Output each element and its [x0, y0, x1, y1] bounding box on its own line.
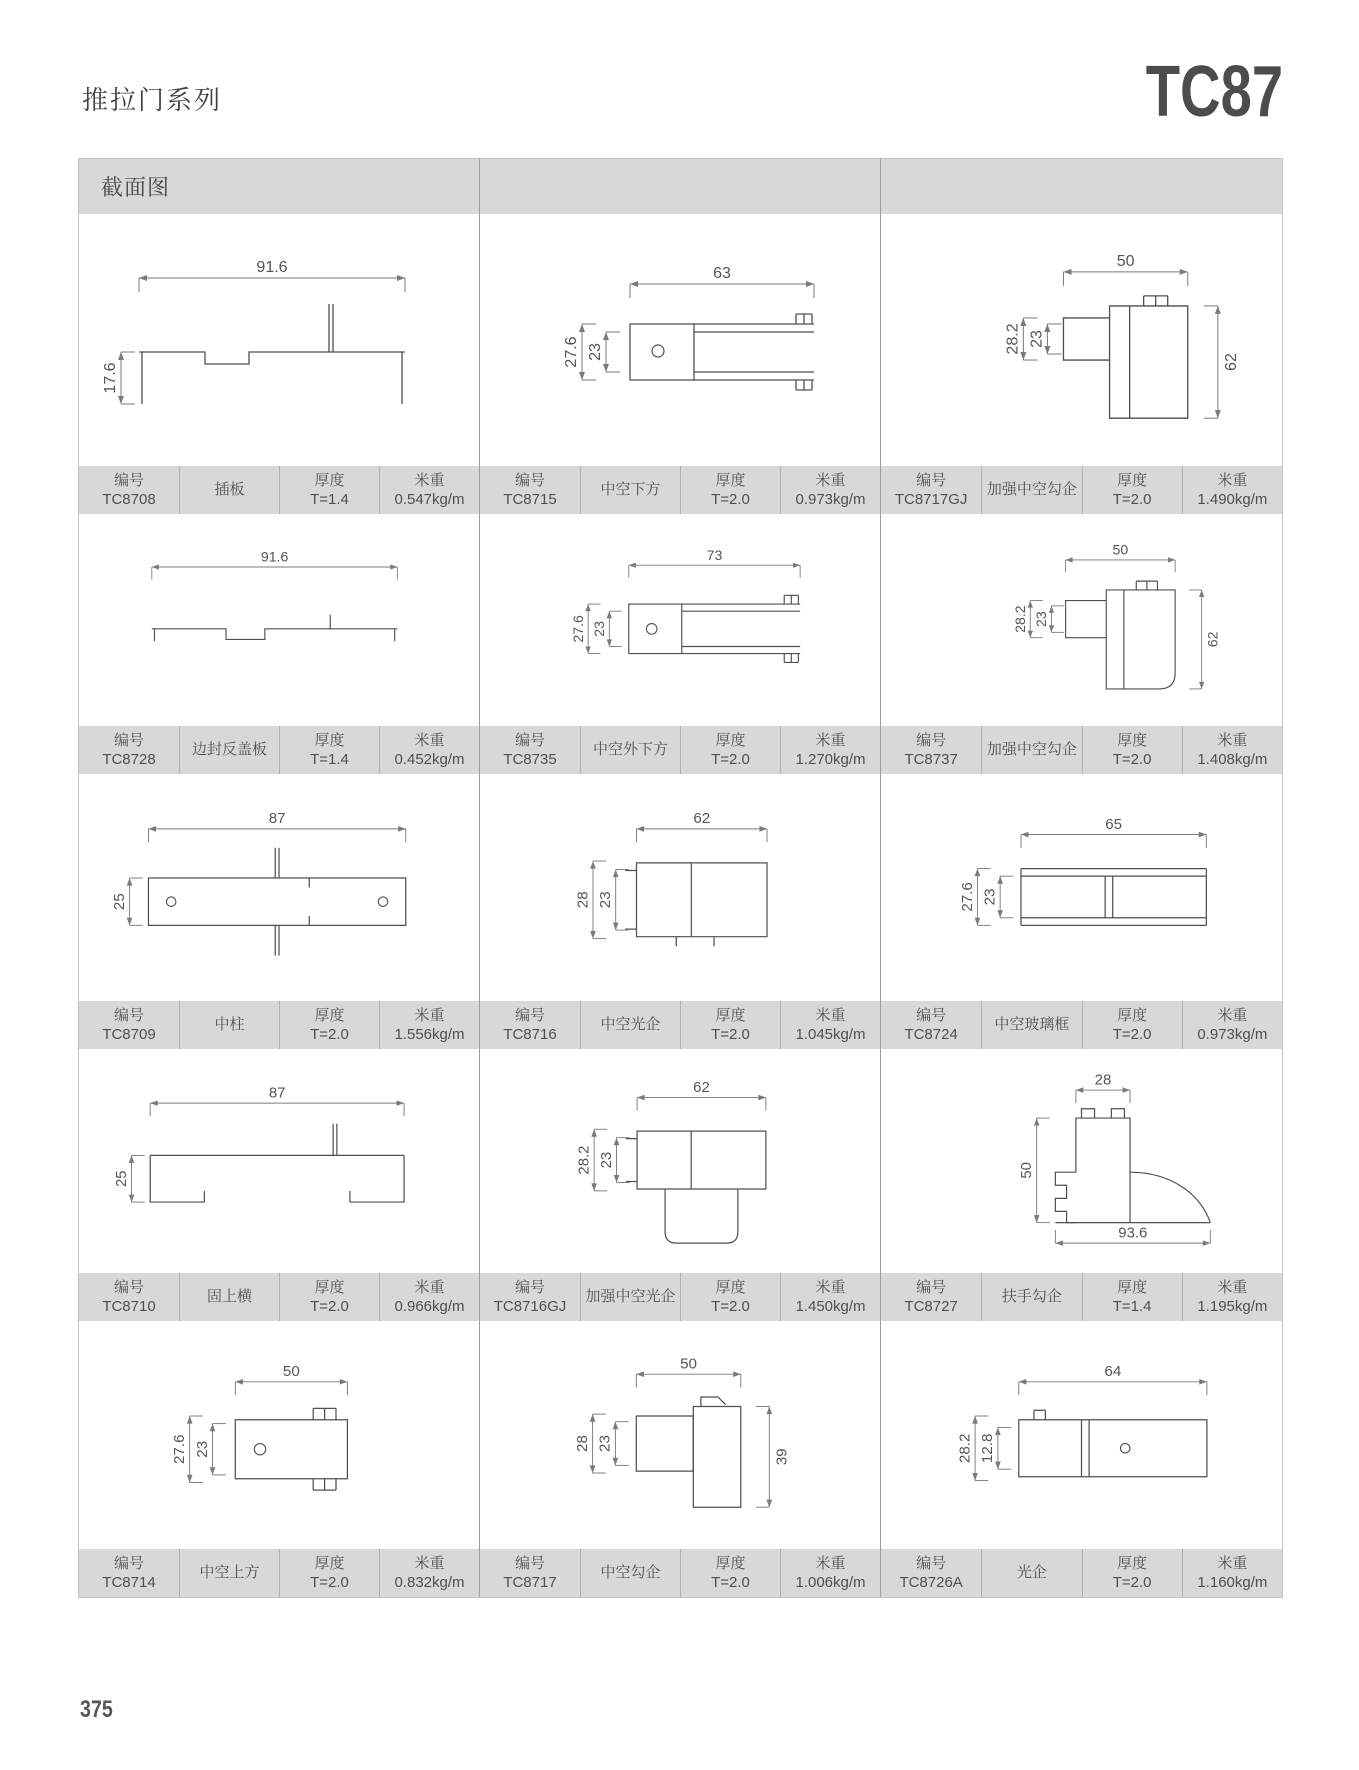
profile-name: 中空下方: [600, 481, 661, 499]
profile-drawing: [480, 1049, 880, 1273]
svg-text:28: 28: [1094, 1071, 1112, 1089]
header-band-cell-3: [881, 159, 1282, 214]
weight-label: 米重: [815, 471, 846, 489]
weight-label: 米重: [815, 731, 846, 749]
svg-text:91.6: 91.6: [256, 259, 288, 276]
svg-text:64: 64: [1104, 1363, 1122, 1381]
profile-drawing: [79, 1049, 479, 1273]
series-title: 推拉门系列: [82, 85, 223, 115]
code-label: 编号: [916, 731, 947, 749]
cross-section-svg: [79, 1049, 479, 1273]
profile-drawing: [480, 514, 880, 726]
code-cell: [79, 726, 179, 774]
svg-text:25: 25: [110, 893, 128, 911]
code-value: TC8709: [102, 1026, 156, 1043]
profile-info-strip: [480, 726, 880, 774]
thickness-value: T=2.0: [310, 1026, 349, 1043]
svg-text:25: 25: [112, 1170, 130, 1188]
profile-cell: [881, 514, 1282, 774]
thickness-cell: [680, 726, 780, 774]
name-cell: [580, 1273, 680, 1321]
code-value: TC8717: [503, 1574, 557, 1591]
thickness-label: 厚度: [715, 1006, 746, 1024]
profile-drawing: [881, 214, 1282, 466]
cross-section-svg: [79, 1321, 479, 1549]
name-cell: [580, 1001, 680, 1049]
code-label: 编号: [113, 1554, 144, 1572]
profile-cell: [79, 1321, 480, 1597]
svg-text:87: 87: [268, 1084, 286, 1102]
cross-section-svg: [480, 1049, 880, 1273]
code-label: 编号: [514, 731, 545, 749]
weight-value: 1.160kg/m: [1197, 1574, 1268, 1591]
svg-text:65: 65: [1105, 815, 1123, 833]
svg-text:62: 62: [693, 1078, 710, 1096]
profile-cell: [480, 514, 881, 774]
thickness-cell: [680, 1549, 780, 1597]
weight-label: 米重: [815, 1006, 846, 1024]
cross-section-svg: [881, 774, 1282, 1001]
svg-text:39: 39: [773, 1448, 791, 1466]
code-label: 编号: [113, 471, 144, 489]
weight-cell: [379, 1273, 479, 1321]
name-cell: [580, 1549, 680, 1597]
name-cell: [179, 466, 279, 514]
profile-cell: [881, 1321, 1282, 1597]
weight-label: 米重: [1217, 731, 1248, 749]
svg-text:27.6: 27.6: [958, 882, 976, 912]
code-cell: [79, 1549, 179, 1597]
svg-text:23: 23: [587, 343, 604, 361]
weight-value: 0.966kg/m: [394, 1298, 465, 1315]
profile-drawing: [881, 1321, 1282, 1549]
thickness-value: T=2.0: [1112, 491, 1152, 508]
profile-name: 中空光企: [600, 1016, 661, 1034]
code-cell: [881, 466, 981, 514]
weight-cell: [379, 726, 479, 774]
svg-text:73: 73: [706, 546, 723, 563]
svg-text:23: 23: [193, 1440, 211, 1458]
thickness-label: 厚度: [314, 1278, 345, 1296]
thickness-value: T=2.0: [310, 1298, 349, 1315]
profile-name: 扶手勾企: [1001, 1288, 1062, 1306]
cross-section-svg: [480, 774, 880, 1001]
page-number: 375: [80, 1696, 113, 1723]
profile-drawing: [79, 1321, 479, 1549]
weight-value: 1.408kg/m: [1197, 751, 1268, 768]
svg-text:62: 62: [1204, 631, 1221, 648]
cross-section-svg: [480, 1321, 880, 1549]
svg-text:12.8: 12.8: [979, 1433, 997, 1464]
thickness-value: T=1.4: [1112, 1298, 1152, 1315]
profile-cell: [79, 514, 480, 774]
code-label: 编号: [514, 471, 545, 489]
profile-info-strip: [79, 1001, 479, 1049]
profile-cell: [881, 214, 1282, 514]
weight-cell: [1182, 1549, 1282, 1597]
thickness-cell: [1082, 1273, 1182, 1321]
thickness-value: T=1.4: [310, 491, 349, 508]
header-band-cell-1: [79, 159, 480, 214]
thickness-cell: [1082, 1001, 1182, 1049]
profile-info-strip: [480, 466, 880, 514]
code-value: TC8724: [904, 1026, 958, 1043]
code-value: TC8714: [102, 1574, 156, 1591]
profile-name: 固上横: [206, 1288, 252, 1306]
cross-section-svg: [480, 514, 880, 726]
profile-drawing: [881, 774, 1282, 1001]
weight-cell: [1182, 726, 1282, 774]
code-cell: [881, 1549, 981, 1597]
code-label: 编号: [113, 1006, 144, 1024]
profile-drawing: [79, 514, 479, 726]
code-cell: [480, 1001, 580, 1049]
code-cell: [881, 1273, 981, 1321]
profile-cell: [881, 1049, 1282, 1321]
svg-text:28: 28: [573, 1435, 591, 1453]
weight-cell: [379, 1001, 479, 1049]
cross-section-svg: [480, 214, 880, 466]
svg-text:23: 23: [1033, 611, 1050, 627]
code-cell: [79, 1001, 179, 1049]
weight-cell: [1182, 1273, 1282, 1321]
code-cell: [480, 726, 580, 774]
weight-value: 0.973kg/m: [1197, 1026, 1268, 1043]
code-cell: [480, 1549, 580, 1597]
thickness-value: T=2.0: [1112, 751, 1152, 768]
name-cell: [981, 1001, 1081, 1049]
cross-section-svg: [79, 514, 479, 726]
name-cell: [981, 1273, 1081, 1321]
cross-section-svg: [79, 774, 479, 1001]
weight-label: 米重: [1217, 471, 1248, 489]
weight-value: 1.006kg/m: [795, 1574, 866, 1591]
profile-name: 插板: [214, 481, 245, 499]
profile-name: 加强中空勾企: [986, 741, 1077, 759]
name-cell: [981, 466, 1081, 514]
thickness-label: 厚度: [1117, 471, 1148, 489]
profile-name: 中柱: [214, 1016, 245, 1034]
profile-drawing: [480, 214, 880, 466]
svg-text:27.6: 27.6: [563, 336, 580, 368]
thickness-label: 厚度: [314, 1554, 345, 1572]
profile-drawing: [881, 514, 1282, 726]
code-cell: [881, 1001, 981, 1049]
name-cell: [179, 1001, 279, 1049]
weight-value: 0.832kg/m: [394, 1574, 465, 1591]
profile-info-strip: [79, 726, 479, 774]
weight-cell: [780, 466, 880, 514]
profile-cell: [79, 1049, 480, 1321]
cross-section-svg: [881, 514, 1282, 726]
code-cell: [480, 1273, 580, 1321]
thickness-label: 厚度: [1117, 1278, 1148, 1296]
thickness-cell: [279, 1273, 379, 1321]
thickness-value: T=1.4: [310, 751, 349, 768]
code-value: TC8710: [102, 1298, 156, 1315]
weight-cell: [780, 1273, 880, 1321]
svg-text:28: 28: [574, 891, 592, 909]
code-label: 编号: [916, 1006, 947, 1024]
profile-name: 中空上方: [199, 1564, 260, 1582]
thickness-cell: [680, 1273, 780, 1321]
svg-text:50: 50: [680, 1355, 698, 1373]
weight-cell: [379, 1549, 479, 1597]
thickness-label: 厚度: [314, 1006, 345, 1024]
profile-info-strip: [79, 1549, 479, 1597]
thickness-cell: [1082, 466, 1182, 514]
profile-cell: [881, 774, 1282, 1049]
profile-drawing: [79, 214, 479, 466]
code-value: TC8728: [102, 751, 156, 768]
code-value: TC8716: [503, 1026, 557, 1043]
code-label: 编号: [113, 731, 144, 749]
profile-grid: [79, 214, 1282, 1597]
name-cell: [981, 726, 1081, 774]
thickness-value: T=2.0: [711, 491, 750, 508]
weight-label: 米重: [815, 1554, 846, 1572]
profile-name: 中空外下方: [592, 741, 668, 759]
weight-label: 米重: [414, 1554, 445, 1572]
thickness-value: T=2.0: [1112, 1574, 1152, 1591]
weight-value: 0.452kg/m: [394, 751, 465, 768]
name-cell: [981, 1549, 1081, 1597]
weight-cell: [379, 466, 479, 514]
name-cell: [179, 1549, 279, 1597]
thickness-cell: [279, 466, 379, 514]
code-label: 编号: [514, 1278, 545, 1296]
profile-cell: [480, 1049, 881, 1321]
code-cell: [79, 1273, 179, 1321]
profile-name: 中空勾企: [600, 1564, 661, 1582]
svg-text:63: 63: [713, 265, 731, 282]
svg-text:62: 62: [693, 810, 711, 828]
code-cell: [480, 466, 580, 514]
thickness-cell: [279, 1549, 379, 1597]
svg-text:17.6: 17.6: [102, 362, 119, 394]
svg-text:23: 23: [597, 1151, 615, 1169]
code-label: 编号: [514, 1006, 545, 1024]
weight-cell: [1182, 466, 1282, 514]
code-label: 编号: [916, 1554, 947, 1572]
svg-text:93.6: 93.6: [1118, 1224, 1148, 1242]
profile-info-strip: [881, 1273, 1282, 1321]
thickness-value: T=2.0: [310, 1574, 349, 1591]
code-value: TC8708: [102, 491, 156, 508]
svg-text:50: 50: [1116, 251, 1135, 270]
profile-info-strip: [480, 1549, 880, 1597]
weight-label: 米重: [815, 1278, 846, 1296]
profile-info-strip: [480, 1001, 880, 1049]
table-header-band: [79, 159, 1282, 214]
thickness-cell: [680, 466, 780, 514]
profile-cell: [79, 214, 480, 514]
weight-cell: [780, 1001, 880, 1049]
weight-value: 0.547kg/m: [394, 491, 465, 508]
name-cell: [580, 726, 680, 774]
svg-text:28.2: 28.2: [956, 1433, 974, 1464]
profile-cell: [480, 774, 881, 1049]
code-value: TC8727: [904, 1298, 958, 1315]
name-cell: [179, 1273, 279, 1321]
svg-text:28.2: 28.2: [575, 1145, 593, 1175]
svg-text:23: 23: [1027, 330, 1046, 348]
weight-value: 1.045kg/m: [795, 1026, 866, 1043]
code-value: TC8717GJ: [894, 491, 968, 508]
code-value: TC8715: [503, 491, 557, 508]
thickness-label: 厚度: [715, 731, 746, 749]
profile-name: 光企: [1016, 1564, 1047, 1582]
profile-drawing: [881, 1049, 1282, 1273]
code-value: TC8737: [904, 751, 958, 768]
thickness-cell: [1082, 726, 1182, 774]
weight-cell: [780, 1549, 880, 1597]
thickness-value: T=2.0: [711, 1026, 750, 1043]
svg-text:23: 23: [591, 620, 608, 637]
thickness-value: T=2.0: [711, 751, 750, 768]
profile-info-strip: [881, 1001, 1282, 1049]
weight-value: 1.556kg/m: [394, 1026, 465, 1043]
cross-section-svg: [79, 214, 479, 466]
thickness-cell: [279, 1001, 379, 1049]
model-code: TC87: [1145, 52, 1283, 132]
section-header-label: 截面图: [101, 175, 171, 200]
weight-value: 1.195kg/m: [1197, 1298, 1268, 1315]
thickness-label: 厚度: [1117, 1006, 1148, 1024]
profile-name: 加强中空勾企: [986, 481, 1077, 499]
cross-section-svg: [881, 214, 1282, 466]
weight-label: 米重: [1217, 1278, 1248, 1296]
svg-text:50: 50: [1018, 1162, 1036, 1179]
code-value: TC8716GJ: [493, 1298, 567, 1315]
weight-value: 1.270kg/m: [795, 751, 866, 768]
svg-text:23: 23: [596, 1435, 614, 1453]
svg-text:27.6: 27.6: [171, 1434, 188, 1465]
code-value: TC8726A: [899, 1574, 963, 1591]
svg-text:87: 87: [268, 810, 286, 828]
weight-label: 米重: [414, 1278, 445, 1296]
thickness-label: 厚度: [715, 1554, 746, 1572]
cross-section-svg: [881, 1321, 1282, 1549]
profile-info-strip: [881, 1549, 1282, 1597]
svg-text:50: 50: [282, 1363, 300, 1381]
thickness-label: 厚度: [715, 471, 746, 489]
profile-drawing: [480, 774, 880, 1001]
thickness-label: 厚度: [715, 1278, 746, 1296]
svg-text:23: 23: [981, 888, 999, 906]
thickness-label: 厚度: [1117, 1554, 1148, 1572]
svg-text:23: 23: [597, 891, 615, 909]
profile-name: 边封反盖板: [191, 741, 267, 759]
profile-cell: [79, 774, 480, 1049]
weight-value: 1.450kg/m: [795, 1298, 866, 1315]
code-label: 编号: [514, 1554, 545, 1572]
svg-text:28.2: 28.2: [1011, 605, 1028, 633]
thickness-value: T=2.0: [711, 1298, 750, 1315]
code-cell: [79, 466, 179, 514]
weight-cell: [1182, 1001, 1282, 1049]
profile-info-strip: [881, 726, 1282, 774]
weight-label: 米重: [1217, 1006, 1248, 1024]
thickness-cell: [1082, 1549, 1182, 1597]
thickness-value: T=2.0: [1112, 1026, 1152, 1043]
profile-info-strip: [881, 466, 1282, 514]
thickness-label: 厚度: [314, 471, 345, 489]
code-label: 编号: [113, 1278, 144, 1296]
thickness-label: 厚度: [314, 731, 345, 749]
profile-name: 中空玻璃框: [994, 1016, 1070, 1034]
profile-info-strip: [79, 466, 479, 514]
name-cell: [580, 466, 680, 514]
profile-drawing: [480, 1321, 880, 1549]
code-cell: [881, 726, 981, 774]
weight-value: 1.490kg/m: [1197, 491, 1268, 508]
profile-info-strip: [480, 1273, 880, 1321]
weight-label: 米重: [414, 731, 445, 749]
profile-catalog-table: [78, 158, 1283, 1598]
svg-text:62: 62: [1221, 353, 1240, 371]
thickness-value: T=2.0: [711, 1574, 750, 1591]
profile-drawing: [79, 774, 479, 1001]
weight-cell: [780, 726, 880, 774]
svg-text:91.6: 91.6: [260, 548, 289, 565]
profile-cell: [480, 214, 881, 514]
svg-text:27.6: 27.6: [569, 615, 586, 643]
header-band-cell-2: [480, 159, 881, 214]
name-cell: [179, 726, 279, 774]
weight-label: 米重: [414, 471, 445, 489]
profile-cell: [480, 1321, 881, 1597]
thickness-label: 厚度: [1117, 731, 1148, 749]
thickness-cell: [680, 1001, 780, 1049]
code-label: 编号: [916, 1278, 947, 1296]
svg-text:28.2: 28.2: [1003, 323, 1022, 355]
weight-label: 米重: [414, 1006, 445, 1024]
weight-value: 0.973kg/m: [795, 491, 866, 508]
code-label: 编号: [916, 471, 947, 489]
profile-info-strip: [79, 1273, 479, 1321]
svg-text:50: 50: [1112, 541, 1129, 558]
profile-name: 加强中空光企: [585, 1288, 676, 1306]
code-value: TC8735: [503, 751, 557, 768]
cross-section-svg: [881, 1049, 1282, 1273]
weight-label: 米重: [1217, 1554, 1248, 1572]
thickness-cell: [279, 726, 379, 774]
